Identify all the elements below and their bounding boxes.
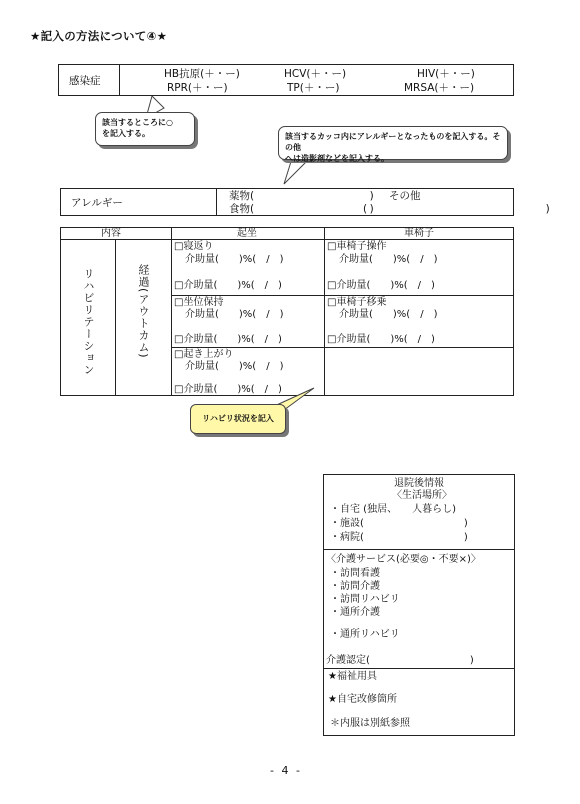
rehab-side-label: リハビリテーション [82, 268, 95, 376]
care-certification: 介護認定( ) [326, 655, 474, 666]
kiza-getting-up-assist: 介助量( )%( / ) [185, 361, 284, 372]
allergy-drug: 薬物( ) [229, 190, 374, 202]
callout-circle-line2: を記入する。 [102, 129, 150, 138]
service-day-rehab: ・通所リハビリ [330, 629, 400, 640]
care-service-header: 〈介護サービス(必要◎・不要×)〉 [326, 554, 481, 565]
kiza-turn-over: □寝返り [174, 241, 214, 252]
wheelchair-operation-assist: 介助量( )%( / ) [339, 254, 438, 265]
kiza-sitting-assist-b: □介助量( )%( / ) [174, 334, 282, 345]
kiza-sitting-assist: 介助量( )%( / ) [185, 309, 284, 320]
discharge-home: ・自宅 (独居、 人暮らし) [330, 504, 456, 515]
callout-allergy-line1: 該当するカッコ内にアレルギーとなったものを記入する。その他 [285, 132, 501, 152]
rehab-header-wheelchair: 車椅子 [404, 228, 434, 239]
callout-circle-line1: 該当するところに○ [102, 118, 173, 127]
allergy-other-paren: ( ) [363, 203, 550, 215]
service-day-care: ・通所介護 [330, 607, 380, 618]
infection-hiv: HIV(＋・ー) [417, 68, 475, 80]
callout-circle [95, 112, 195, 146]
allergy-table [60, 188, 550, 216]
kiza-sitting: □坐位保持 [174, 297, 224, 308]
kiza-turn-over-assist-b: □介助量( )%( / ) [174, 280, 282, 291]
callout-rehab [190, 404, 286, 434]
infection-tp: TP(＋・ー) [287, 82, 340, 94]
wheelchair-transfer-assist: 介助量( )%( / ) [339, 309, 438, 320]
infection-hcv: HCV(＋・ー) [284, 68, 347, 80]
discharge-place-label: 〈生活場所〉 [392, 490, 452, 501]
callout-allergy-line2: へは造影剤などを記入する。 [285, 154, 389, 163]
callout-rehab-text: リハビリ状況を記入 [202, 414, 274, 423]
service-home-care: ・訪問介護 [330, 581, 380, 592]
infection-mrsa: MRSA(＋・ー) [404, 82, 475, 94]
page-title: ★記入の方法について④★ [30, 29, 168, 43]
wheelchair-transfer-assist-b: □介助量( )%( / ) [327, 334, 435, 345]
infection-hb: HB抗原(＋・ー) [164, 68, 240, 80]
discharge-facility: ・施設( ) [330, 518, 468, 529]
infection-rpr: RPR(＋・ー) [167, 82, 228, 94]
rehab-header-kiza: 起坐 [237, 228, 257, 239]
home-renovation: ★自宅改修箇所 [328, 694, 397, 705]
service-home-nursing: ・訪問看護 [330, 568, 380, 579]
infection-table [58, 64, 514, 96]
page-number: - 4 - [270, 764, 302, 777]
medication-note: ＊内服は別紙参照 [330, 718, 410, 729]
discharge-title: 退院後情報 [394, 478, 444, 489]
callout-allergy [278, 126, 508, 163]
service-home-rehab: ・訪問リハビリ [330, 594, 400, 605]
rehab-progress-label: 経過(アウトカム) [137, 264, 150, 359]
kiza-turn-over-assist: 介助量( )%( / ) [185, 254, 284, 265]
wheelchair-transfer: □車椅子移乗 [327, 297, 387, 308]
wheelchair-operation-assist-b: □介助量( )%( / ) [327, 280, 435, 291]
kiza-getting-up: □起き上がり [174, 349, 234, 360]
allergy-food: 食物( ) [229, 203, 374, 215]
infection-label: 感染症 [69, 75, 101, 87]
wheelchair-operation: □車椅子操作 [327, 241, 387, 252]
rehab-header-content: 内容 [101, 228, 121, 239]
discharge-info-box [323, 474, 515, 736]
allergy-label: アレルギー [71, 197, 123, 209]
welfare-equipment: ★福祉用具 [328, 671, 377, 682]
allergy-other-label: その他 [389, 190, 421, 202]
kiza-getting-up-assist-b: □介助量( )%( / ) [174, 384, 282, 395]
discharge-hospital: ・病院( ) [330, 532, 468, 543]
rehab-table [60, 227, 514, 396]
